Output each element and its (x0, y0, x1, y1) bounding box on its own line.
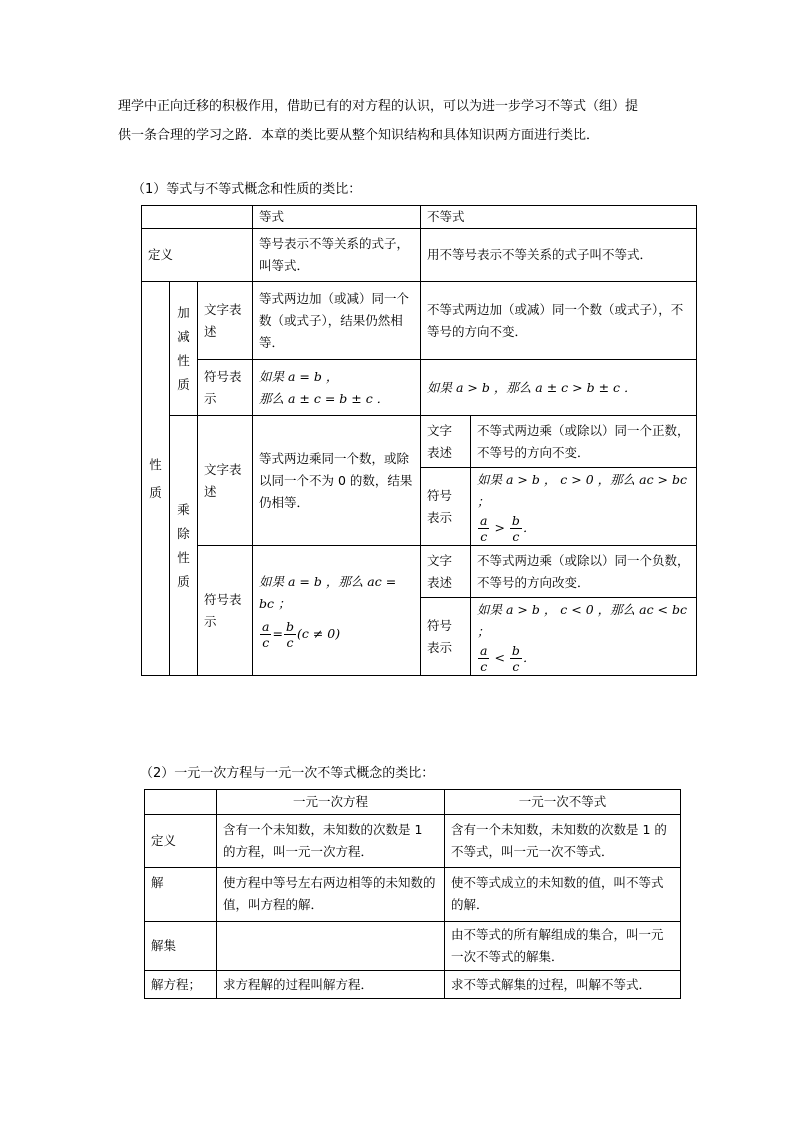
relation-sign: > (494, 520, 505, 535)
pos-text: 不等式两边乘（或除以）同一个正数，不等号的方向不变． (471, 416, 697, 468)
definition-label: 定义 (142, 229, 253, 282)
neg-text: 不等式两边乘（或除以）同一个负数，不等号的方向改变． (471, 546, 697, 598)
property-label: 性 质 (142, 282, 170, 676)
table2-caption: （2）一元一次方程与一元一次不等式概念的类比： (140, 766, 435, 781)
t2-row-equation (217, 922, 445, 971)
linear-equation-inequality-table (144, 789, 681, 999)
add-eq-symbol-line2: 那么 a ± c = b ± c ． (259, 390, 390, 406)
pos-text-label: 文字表述 (421, 416, 471, 468)
table1-caption: （1）等式与不等式概念和性质的类比： (132, 182, 362, 197)
definition-equation: 等号表示不等关系的式子，叫等式． (253, 229, 421, 282)
fraction-b-over-c: $\frac{b}{c}$ (511, 513, 520, 544)
t2-row-equation: 求方程解的过程叫解方程． (217, 971, 445, 999)
mul-equation-text: 等式两边乘同一个数，或除以同一个不为 0 的数，结果仍相等． (253, 416, 421, 546)
t2-row-inequality: 使不等式成立的未知数的值，叫不等式的解． (445, 868, 681, 922)
mul-symbol-label: 符号表示 (198, 546, 253, 676)
fraction-a-over-c: $\frac{a}{c}$ (262, 619, 270, 650)
neg-symbol (471, 598, 697, 676)
neg-symbol-line1: 如果 a > b ， c < 0 ，那么 ac < bc ； (477, 602, 688, 639)
header-inequality: 不等式 (421, 206, 697, 229)
add-equation-symbol (253, 360, 421, 416)
pos-symbol-line1: 如果 a > b ， c > 0 ，那么 ac > bc ； (477, 472, 688, 509)
add-inequality-symbol: 如果 a > b ，那么 a ± c > b ± c ． (421, 360, 697, 416)
mul-equation-symbol (253, 546, 421, 676)
t2-row-label: 解集 (145, 922, 217, 971)
t2-header-inequality: 一元一次不等式 (445, 790, 681, 815)
intro-paragraph (118, 92, 688, 150)
t2-header-empty (145, 790, 217, 815)
add-symbol-label: 符号表示 (198, 360, 253, 416)
t2-header-equation: 一元一次方程 (217, 790, 445, 815)
t2-row-inequality: 求不等式解集的过程，叫解不等式． (445, 971, 681, 999)
t2-row-inequality: 含有一个未知数，未知数的次数是 1 的不等式，叫一元一次不等式． (445, 815, 681, 868)
header-empty-cell (142, 206, 253, 229)
fraction-a-over-c: $\frac{a}{c}$ (480, 643, 488, 674)
relation-sign: < (494, 650, 505, 665)
t2-row-label: 解方程； (145, 971, 217, 999)
intro-line-1: 理学中正向迁移的积极作用，借助已有的对方程的认识，可以为进一步学习不等式（组）提 (118, 99, 639, 114)
add-equation-text: 等式两边加（或减）同一个数（或式子），结果仍然相等． (253, 282, 421, 360)
mul-div-property-label: 乘 除 性 质 (170, 416, 198, 676)
add-inequality-text: 不等式两边加（或减）同一个数（或式子），不等号的方向不变． (421, 282, 697, 360)
add-text-label: 文字表述 (198, 282, 253, 360)
t2-row-label: 定义 (145, 815, 217, 868)
equality-inequality-table (141, 205, 697, 676)
mul-text-label: 文字表述 (198, 416, 253, 546)
fraction-b-over-c: $\frac{b}{c}$ (285, 619, 294, 650)
mul-eq-symbol-line2: $\frac{a}{c}$ = $\frac{b}{c}$ (c ≠ 0) (262, 619, 341, 650)
t2-row-label: 解 (145, 868, 217, 922)
definition-inequality: 用不等号表示不等关系的式子叫不等式． (421, 229, 697, 282)
intro-line-2: 供一条合理的学习之路．本章的类比要从整个知识结构和具体知识两方面进行类比． (118, 128, 600, 143)
t2-row-equation: 使方程中等号左右两边相等的未知数的值，叫方程的解． (217, 868, 445, 922)
add-eq-symbol-line1: 如果 a = b ， (259, 368, 339, 384)
neg-text-label: 文字表述 (421, 546, 471, 598)
mul-eq-symbol-line1: 如果 a = b ，那么 ac = bc ； (259, 574, 397, 611)
t2-row-equation: 含有一个未知数，未知数的次数是 1 的方程，叫一元一次方程． (217, 815, 445, 868)
fraction-b-over-c: $\frac{b}{c}$ (511, 643, 520, 674)
pos-symbol (471, 468, 697, 546)
pos-symbol-line2: $\frac{a}{c}$ > $\frac{b}{c}$ ． (480, 513, 536, 544)
neg-symbol-line2: $\frac{a}{c}$ < $\frac{b}{c}$ ． (480, 643, 536, 674)
header-equation: 等式 (253, 206, 421, 229)
t2-row-inequality: 由不等式的所有解组成的集合，叫一元一次不等式的解集． (445, 922, 681, 971)
pos-symbol-label: 符号表示 (421, 468, 471, 546)
fraction-a-over-c: $\frac{a}{c}$ (480, 513, 488, 544)
add-sub-property-label: 加 减 性 质 (170, 282, 198, 416)
neg-symbol-label: 符号表示 (421, 598, 471, 676)
